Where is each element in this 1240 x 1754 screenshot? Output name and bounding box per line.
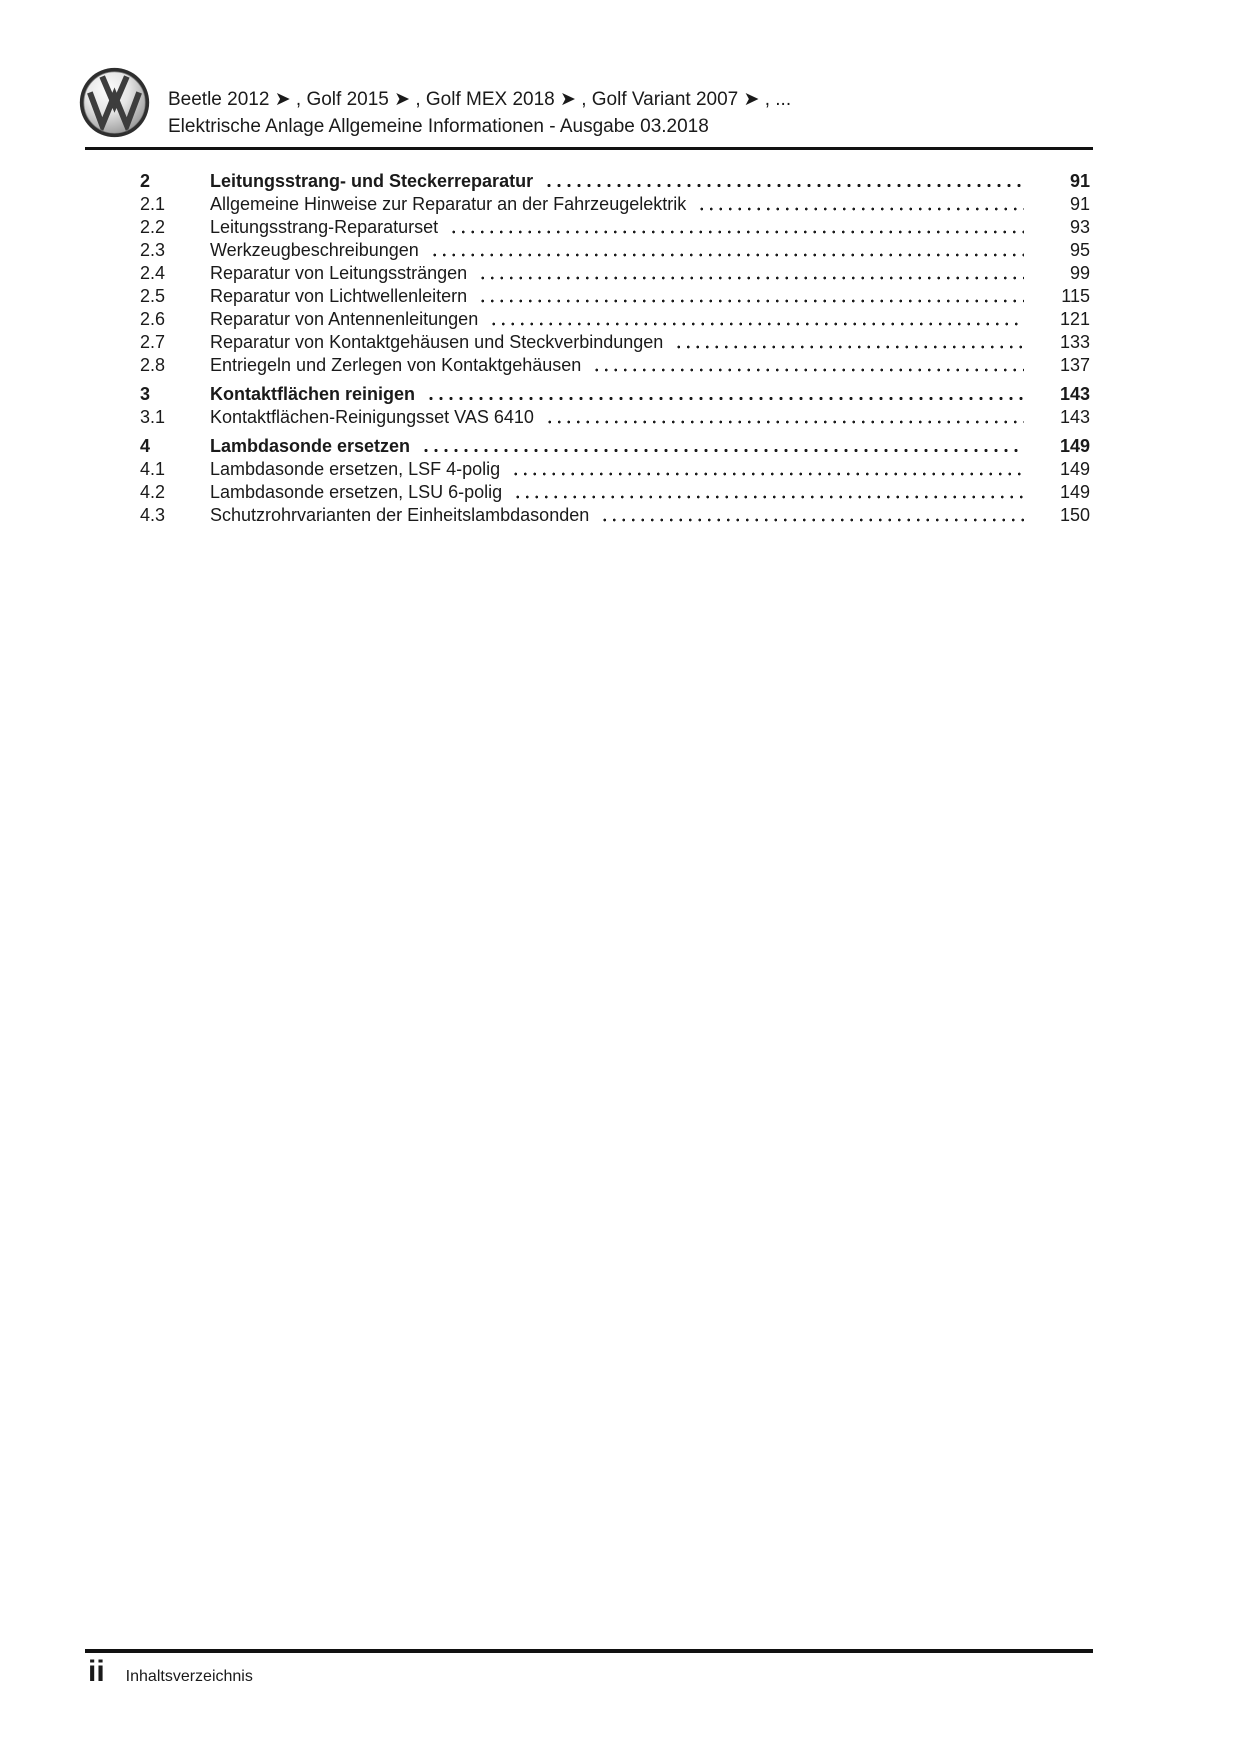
toc-row bbox=[140, 331, 1090, 354]
dot-leader bbox=[420, 435, 1024, 458]
toc-entry-title: Schutzrohrvarianten der Einheitslambdasonden bbox=[210, 505, 590, 525]
dot-leader bbox=[488, 308, 1024, 331]
toc-entry-title: Reparatur von Leitungssträngen bbox=[210, 263, 468, 283]
toc-entry-number: 2.1 bbox=[140, 194, 166, 214]
toc-entry-page: 121 bbox=[1059, 309, 1090, 329]
toc-entry-title: Lambdasonde ersetzen bbox=[210, 436, 411, 456]
toc-entry-page: 143 bbox=[1059, 407, 1090, 427]
toc-row bbox=[140, 354, 1090, 377]
dot-leader bbox=[673, 331, 1024, 354]
toc-entry-page: 149 bbox=[1059, 459, 1090, 479]
toc-row bbox=[140, 239, 1090, 262]
toc-list bbox=[140, 164, 1090, 527]
toc-entry-number: 4.1 bbox=[140, 459, 166, 479]
toc-entry-page: 93 bbox=[1069, 217, 1090, 237]
toc-entry-page: 149 bbox=[1059, 436, 1090, 456]
dot-leader bbox=[429, 239, 1024, 262]
toc-entry-number: 2.3 bbox=[140, 240, 166, 260]
toc-row bbox=[140, 383, 1090, 406]
toc-entry-number: 2.4 bbox=[140, 263, 166, 283]
toc-entry-page: 150 bbox=[1059, 505, 1090, 525]
toc-row bbox=[140, 458, 1090, 481]
toc-entry-page: 99 bbox=[1069, 263, 1090, 283]
dot-leader bbox=[512, 481, 1024, 504]
dot-leader bbox=[425, 383, 1024, 406]
toc-entry-page: 137 bbox=[1059, 355, 1090, 375]
page-header bbox=[168, 86, 791, 140]
dot-leader bbox=[591, 354, 1024, 377]
header-rule bbox=[85, 147, 1093, 150]
toc-row bbox=[140, 504, 1090, 527]
toc-entry-title: Lambdasonde ersetzen, LSU 6-polig bbox=[210, 482, 503, 502]
toc-entry-number: 4 bbox=[140, 436, 151, 456]
toc-entry-number: 3.1 bbox=[140, 407, 166, 427]
dot-leader bbox=[448, 216, 1024, 239]
toc-entry-number: 2 bbox=[140, 171, 151, 191]
dot-leader bbox=[544, 406, 1024, 429]
dot-leader bbox=[477, 285, 1024, 308]
toc-row bbox=[140, 193, 1090, 216]
toc-entry-page: 95 bbox=[1069, 240, 1090, 260]
vw-logo-icon bbox=[78, 66, 151, 139]
toc-entry-title: Kontaktflächen-Reinigungsset VAS 6410 bbox=[210, 407, 534, 427]
toc-entry-number: 2.5 bbox=[140, 286, 166, 306]
dot-leader bbox=[599, 504, 1024, 527]
toc-entry-number: 4.2 bbox=[140, 482, 166, 502]
header-subtitle-line: Elektrische Anlage Allgemeine Informationen - Ausgabe 03.2018 bbox=[168, 116, 709, 137]
toc-row bbox=[140, 170, 1090, 193]
toc-entry-title: Werkzeugbeschreibungen bbox=[210, 240, 419, 260]
toc-entry-title: Kontaktflächen reinigen bbox=[210, 384, 416, 404]
toc-entry-title: Lambdasonde ersetzen, LSF 4-polig bbox=[210, 459, 501, 479]
page-footer bbox=[88, 1652, 253, 1692]
toc-row bbox=[140, 481, 1090, 504]
toc-entry-page: 91 bbox=[1069, 171, 1090, 191]
toc-row bbox=[140, 435, 1090, 458]
toc-row bbox=[140, 406, 1090, 429]
toc-entry-number: 4.3 bbox=[140, 505, 166, 525]
toc-entry-title: Entriegeln und Zerlegen von Kontaktgehäusen bbox=[210, 355, 582, 375]
toc-row bbox=[140, 216, 1090, 239]
toc-entry-title: Reparatur von Lichtwellenleitern bbox=[210, 286, 468, 306]
dot-leader bbox=[477, 262, 1024, 285]
toc-row bbox=[140, 262, 1090, 285]
toc-entry-page: 149 bbox=[1059, 482, 1090, 502]
toc-entry-number: 2.2 bbox=[140, 217, 166, 237]
toc-entry-title: Allgemeine Hinweise zur Reparatur an der Fahrzeugelektrik bbox=[210, 194, 687, 214]
dot-leader bbox=[543, 170, 1024, 193]
toc-entry-page: 115 bbox=[1061, 286, 1090, 306]
toc-row bbox=[140, 308, 1090, 331]
header-models-line: Beetle 2012 ➤ , Golf 2015 ➤ , Golf MEX 2018 ➤ , Golf Variant 2007 ➤ , ... bbox=[168, 89, 792, 110]
dot-leader bbox=[510, 458, 1024, 481]
toc-entry-page: 133 bbox=[1059, 332, 1090, 352]
footer-page-number: ii bbox=[88, 1655, 105, 1688]
toc-entry-number: 2.6 bbox=[140, 309, 166, 329]
footer-label: Inhaltsverzeichnis bbox=[125, 1668, 253, 1685]
toc-entry-number: 2.8 bbox=[140, 355, 166, 375]
dot-leader bbox=[696, 193, 1024, 216]
toc-entry-title: Leitungsstrang- und Steckerreparatur bbox=[210, 171, 534, 191]
toc-entry-number: 2.7 bbox=[140, 332, 166, 352]
toc-entry-title: Reparatur von Kontaktgehäusen und Steckverbindungen bbox=[210, 332, 664, 352]
toc-row bbox=[140, 285, 1090, 308]
toc-entry-page: 143 bbox=[1059, 384, 1090, 404]
toc-entry-page: 91 bbox=[1069, 194, 1090, 214]
toc-entry-title: Leitungsstrang-Reparaturset bbox=[210, 217, 439, 237]
toc-entry-title: Reparatur von Antennenleitungen bbox=[210, 309, 479, 329]
toc-entry-number: 3 bbox=[140, 384, 151, 404]
